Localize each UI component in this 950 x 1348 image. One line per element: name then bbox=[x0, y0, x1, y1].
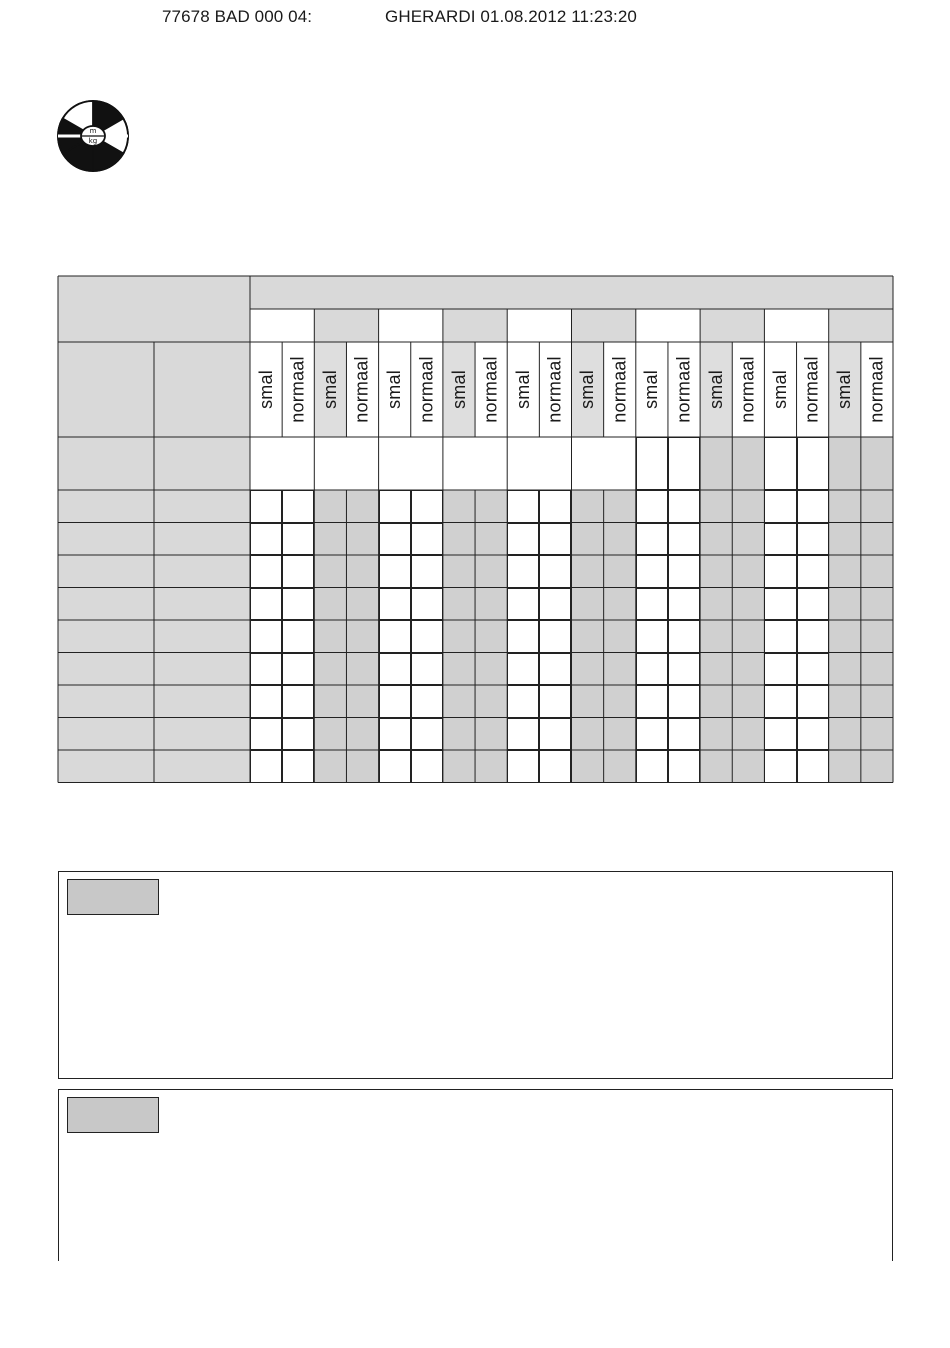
logo-mass-unit: m bbox=[89, 127, 97, 135]
column-label-text: smal bbox=[705, 370, 726, 409]
column-label-text: smal bbox=[384, 370, 405, 409]
column-label-text: smal bbox=[448, 370, 469, 409]
author-timestamp: GHERARDI 01.08.2012 11:23:20 bbox=[385, 7, 637, 26]
note-box-2 bbox=[58, 1089, 893, 1261]
column-label-text: smal bbox=[319, 370, 340, 409]
column-label-text: smal bbox=[512, 370, 533, 409]
column-label-text: normaal bbox=[544, 356, 565, 423]
column-label-text: smal bbox=[769, 370, 790, 409]
note-tag-2 bbox=[67, 1097, 159, 1133]
document-code: 77678 BAD 000 04: bbox=[162, 7, 313, 26]
column-label-text: normaal bbox=[737, 356, 758, 423]
column-label-text: smal bbox=[641, 370, 662, 409]
column-label-text: normaal bbox=[609, 356, 630, 423]
note-tag-1 bbox=[67, 879, 159, 915]
column-label-text: smal bbox=[255, 370, 276, 409]
column-label-text: normaal bbox=[673, 356, 694, 423]
column-label-text: normaal bbox=[416, 356, 437, 423]
column-label-text: normaal bbox=[480, 356, 501, 423]
column-label-text: normaal bbox=[866, 356, 887, 423]
logo-weight-unit: kg bbox=[88, 137, 98, 145]
note-box-1 bbox=[58, 871, 893, 1079]
column-label-text: normaal bbox=[352, 356, 373, 423]
column-label-text: normaal bbox=[802, 356, 823, 423]
column-label-text: smal bbox=[577, 370, 598, 409]
column-label-text: smal bbox=[834, 370, 855, 409]
column-label-text: normaal bbox=[287, 356, 308, 423]
